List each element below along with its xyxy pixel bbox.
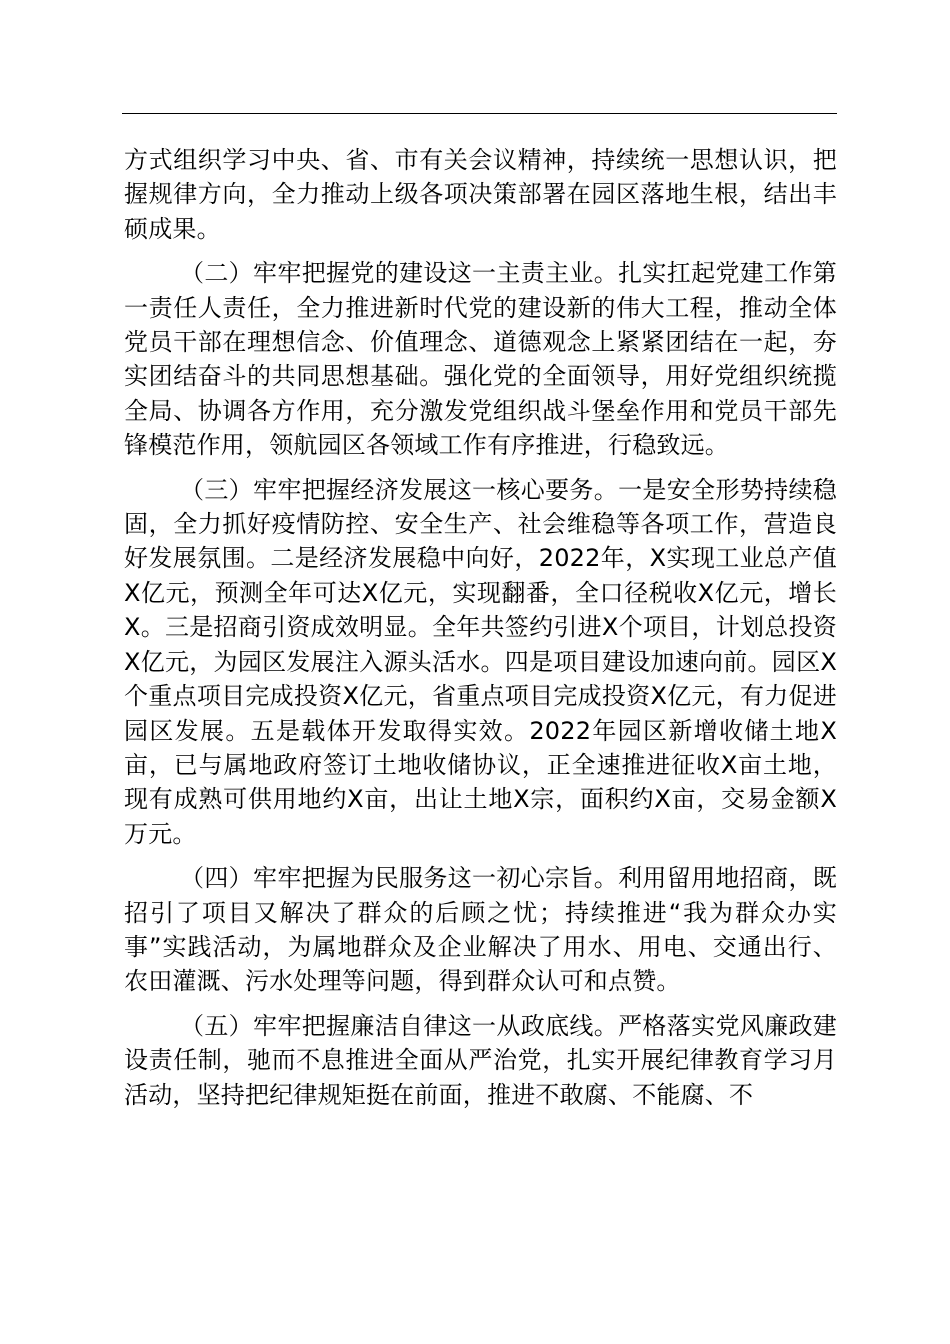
paragraph-party-building: （二）牢牢把握党的建设这一主责主业。扎实扛起党建工作第一责任人责任，全力推进新时代党的建设新的伟大工程，推动全体党员干部在理想信念、价值理念、道德观念上紧紧团结在一起，夯实团结奋斗的共同思想基础。强化党的全面领导，用好党组织统揽全局、协调各方作用，充分激发党组织战斗堡垒作用和党员干部先锋模范作用，领航园区各领域工作有序推进，行稳致远。: [124, 259, 837, 460]
document-body: [124, 143, 837, 1122]
paragraph-continuation: 方式组织学习中央、省、市有关会议精神，持续统一思想认识，把握规律方向，全力推动上级各项决策部署在园区落地生根，结出丰硕成果。: [124, 146, 837, 243]
header-divider: [122, 113, 837, 114]
paragraph-public-service: （四）牢牢把握为民服务这一初心宗旨。利用留用地招商，既招引了项目又解决了群众的后顾之忧；持续推进“我为群众办实事”实践活动，为属地群众及企业解决了用水、用电、交通出行、农田灌溉、污水处理等问题，得到群众认可和点赞。: [124, 864, 837, 996]
paragraph-integrity: （五）牢牢把握廉洁自律这一从政底线。严格落实党风廉政建设责任制，驰而不息推进全面从严治党，扎实开展纪律教育学习月活动，坚持把纪律规矩挺在前面，推进不敢腐、不能腐、不: [124, 1011, 837, 1109]
paragraph-economic-development: （三）牢牢把握经济发展这一核心要务。一是安全形势持续稳固，全力抓好疫情防控、安全生产、社会维稳等各项工作，营造良好发展氛围。二是经济发展稳中向好，2022年，X实现工业总产值X亿元，预测全年可达X亿元，实现翻番，全口径税收X亿元，增长X。三是招商引资成效明显。全年共签约引进X个项目，计划总投资X亿元，为园区发展注入源头活水。四是项目建设加速向前。园区X个重点项目完成投资X亿元，省重点项目完成投资X亿元，有力促进园区发展。五是载体开发取得实效。2022年园区新增收储土地X亩，已与属地政府签订土地收储协议，正全速推进征收X亩土地，现有成熟可供用地约X亩，出让土地X宗，面积约X亩，交易金额X万元。: [124, 475, 837, 848]
